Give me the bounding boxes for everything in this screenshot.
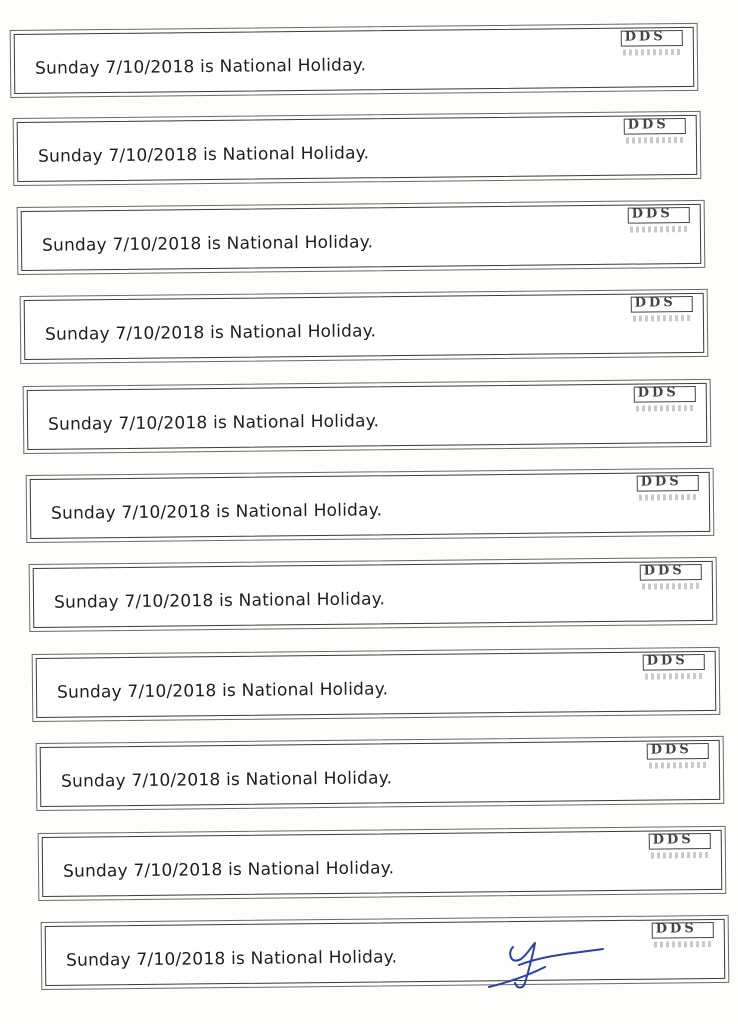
holiday-notice-slip — [42, 830, 723, 897]
dds-logo-icon: DDS — [621, 30, 683, 59]
holiday-notice-slip — [33, 561, 714, 628]
notice-text: Sunday 7/10/2018 is National Holiday. — [50, 500, 383, 524]
notice-text: Sunday 7/10/2018 is National Holiday. — [34, 55, 367, 79]
dds-logo-icon: DDS — [643, 654, 705, 683]
holiday-notice-slip — [30, 472, 711, 539]
notice-text: Sunday 7/10/2018 is National Holiday. — [56, 679, 389, 703]
notice-text: Sunday 7/10/2018 is National Holiday. — [47, 411, 380, 435]
notice-text: Sunday 7/10/2018 is National Holiday. — [65, 947, 398, 971]
holiday-notice-slip — [36, 651, 717, 718]
dds-logo-icon: DDS — [649, 833, 711, 862]
notice-text: Sunday 7/10/2018 is National Holiday. — [44, 321, 377, 345]
holiday-notice-slip — [45, 919, 726, 986]
notice-text: Sunday 7/10/2018 is National Holiday. — [62, 858, 395, 882]
dds-logo-icon: DDS — [637, 475, 699, 504]
holiday-notice-slip — [17, 115, 698, 182]
notice-text: Sunday 7/10/2018 is National Holiday. — [53, 589, 386, 613]
dds-logo-icon: DDS — [640, 564, 702, 593]
dds-logo-icon: DDS — [647, 743, 709, 772]
holiday-notice-slip — [14, 27, 695, 94]
dds-logo-icon: DDS — [634, 386, 696, 415]
holiday-notice-slip — [27, 383, 708, 450]
notice-text: Sunday 7/10/2018 is National Holiday. — [60, 768, 393, 792]
dds-logo-icon: DDS — [652, 922, 714, 951]
dds-logo-icon: DDS — [628, 207, 690, 236]
holiday-notice-slip — [40, 740, 721, 807]
notice-text: Sunday 7/10/2018 is National Holiday. — [37, 143, 370, 167]
holiday-notice-slip — [21, 204, 702, 271]
notice-text: Sunday 7/10/2018 is National Holiday. — [41, 232, 374, 256]
dds-logo-icon: DDS — [631, 296, 693, 325]
signature-icon — [485, 925, 610, 995]
holiday-notice-slip — [24, 293, 705, 360]
dds-logo-icon: DDS — [624, 118, 686, 147]
